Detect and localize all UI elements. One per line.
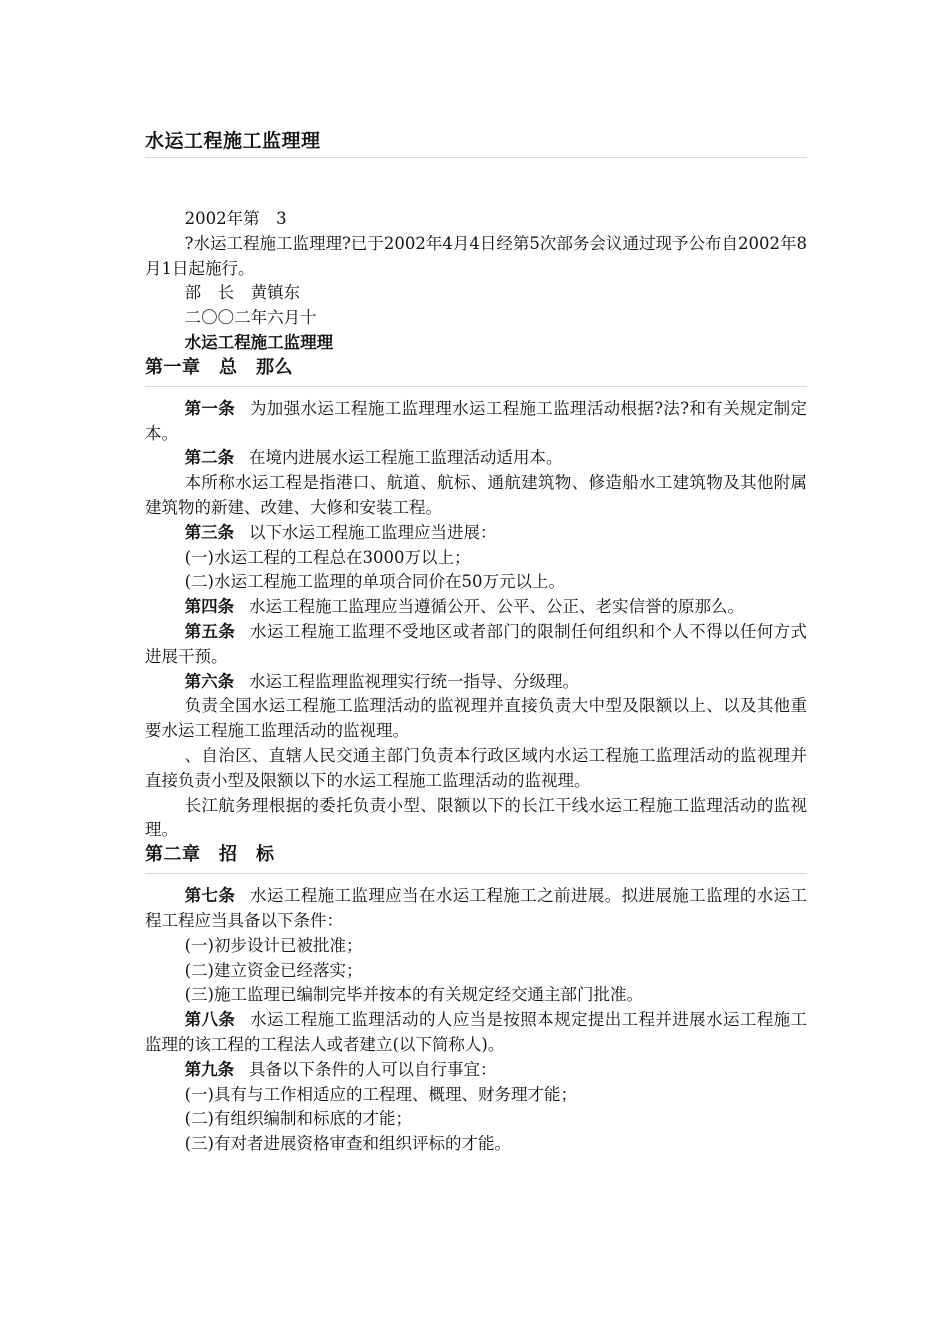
- article-6-paragraph-4: 长江航务理根据的委托负责小型、限额以下的长江干线水运工程施工监理活动的监视理。: [145, 795, 807, 840]
- article-9-item-2: (二)有组织编制和标底的才能；: [184, 1109, 412, 1129]
- chapter-2-divider: [145, 873, 807, 874]
- article-2-label: 第二条: [184, 448, 235, 468]
- article-6-text: 水运工程监理监视理实行统一指导、分级理。: [248, 671, 579, 691]
- article-7-label: 第七条: [184, 886, 236, 906]
- article-1-label: 第一条: [184, 398, 236, 418]
- article-9-item-3: (三)有对者进展资格审查和组织评标的才能。: [184, 1134, 511, 1154]
- date-line: 二〇〇二年六月十: [184, 308, 317, 328]
- article-5: [145, 620, 807, 670]
- article-2-paragraph-2: 本所称水运工程是指港口、航道、航标、通航建筑物、修造船水工建筑物及其他附属建筑物的新建、改建、大修和安装工程。: [145, 473, 807, 517]
- chapter-1-divider: [145, 386, 807, 387]
- article-4: [145, 595, 807, 620]
- article-4-label: 第四条: [184, 597, 235, 617]
- article-6-label: 第六条: [184, 671, 235, 691]
- article-8-label: 第八条: [184, 1010, 236, 1030]
- article-7-item-1: (一)初步设计已被批准；: [184, 935, 363, 955]
- article-5-label: 第五条: [184, 621, 236, 641]
- article-4-text: 水运工程施工监理应当遵循公开、公平、公正、老实信誉的原那么。: [248, 597, 744, 617]
- article-1: [145, 397, 807, 447]
- article-9-item-1: (一)具有与工作相适应的工程理、概理、财务理才能；: [184, 1084, 577, 1104]
- document-title: 水运工程施工监理理: [145, 130, 321, 152]
- article-2-text: 在境内进展水运工程施工监理活动适用本。: [248, 448, 563, 468]
- article-7: [145, 884, 807, 934]
- article-7-text: 水运工程施工监理应当在水运工程施工之前进展。拟进展施工监理的水运工程工程应当具备以下条件：: [145, 886, 808, 930]
- title-divider: [145, 157, 807, 158]
- article-3-item-2: (二)水运工程施工监理的单项合同价在50万元以上。: [184, 572, 565, 592]
- intro-paragraph: ?水运工程施工监理理?已于2002年4月4日经第5次部务会议通过现予公布自2002年8月1日起施行。: [145, 233, 807, 278]
- article-6-paragraph-2: 负责全国水运工程施工监理活动的监视理并直接负责大中型及限额以上、以及其他重要水运工程施工监理活动的监视理。: [145, 696, 807, 741]
- article-8: [145, 1008, 807, 1058]
- article-7-item-3: (三)施工监理已编制完毕并按本的有关规定经交通主部门批准。: [184, 985, 643, 1005]
- article-9: [145, 1058, 807, 1083]
- article-6: [145, 670, 807, 695]
- number-line: 2002年第 3: [184, 209, 287, 228]
- minister-line: 部 长 黄镇东: [184, 283, 301, 303]
- chapter-1-heading: 第一章 总 那么: [145, 356, 293, 378]
- chapter-2-heading: 第二章 招 标: [145, 844, 275, 866]
- article-5-text: 水运工程施工监理不受地区或者部门的限制任何组织和个人不得以任何方式进展干预。: [145, 621, 808, 666]
- article-7-item-2: (二)建立资金已经落实；: [184, 960, 363, 980]
- article-8-text: 水运工程施工监理活动的人应当是按照本规定提出工程并进展水运工程施工监理的该工程的工程法人或者建立(以下简称人)。: [145, 1010, 808, 1054]
- article-1-text: 为加强水运工程施工监理理水运工程施工监理活动根据?法?和有关规定制定本。: [145, 398, 807, 443]
- article-9-text: 具备以下条件的人可以自行事宜：: [248, 1059, 497, 1079]
- article-3-label: 第三条: [184, 522, 235, 542]
- article-3: [145, 521, 807, 546]
- article-3-text: 以下水运工程施工监理应当进展：: [248, 522, 497, 542]
- regulation-subtitle: 水运工程施工监理理: [184, 332, 334, 352]
- article-2: [145, 446, 807, 471]
- document-body: [145, 207, 807, 1157]
- article-6-paragraph-3: 、自治区、直辖人民交通主部门负责本行政区域内水运工程施工监理活动的监视理并直接负责小型及限额以下的水运工程施工监理活动的监视理。: [145, 745, 807, 790]
- article-9-label: 第九条: [184, 1059, 235, 1079]
- article-3-item-1: (一)水运工程的工程总在3000万以上；: [184, 547, 471, 567]
